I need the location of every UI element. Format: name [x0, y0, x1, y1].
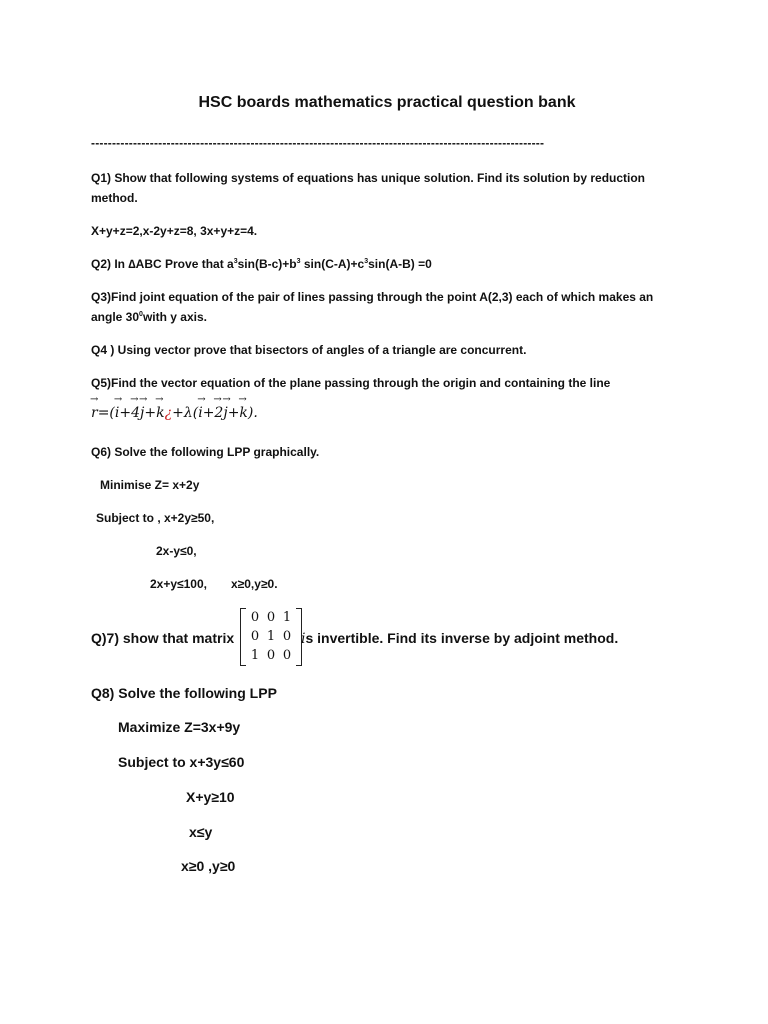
- q2-exp-a: 3: [233, 258, 238, 265]
- q2-term2: sin(C-A)+c: [300, 257, 365, 271]
- q6-constraint4: x≥0,y≥0.: [231, 577, 278, 591]
- q4-line: Q4 ) Using vector prove that bisectors of angles of a triangle are concurrent.: [91, 343, 527, 357]
- q5-four: → 4: [131, 405, 140, 421]
- q6-objective: Minimise Z= x+2y: [100, 478, 200, 492]
- q8-constraint3: x≤y: [189, 824, 213, 840]
- q2-term3: sin(A-B) =0: [368, 257, 432, 271]
- q2-exp-b: 3: [296, 258, 301, 265]
- page-title: HSC boards mathematics practical question bank: [198, 94, 576, 111]
- q6-constraint3: 2x+y≤100,: [150, 577, 207, 591]
- q2-term1: sin(B-c)+b: [237, 257, 297, 271]
- q6-constraint1: Subject to , x+2y≥50,: [96, 511, 215, 525]
- matrix-cell: 0: [250, 629, 260, 644]
- q3-degree: 0: [139, 311, 143, 318]
- q6-constraint2: 2x-y≤0,: [156, 544, 197, 558]
- q5-close: ).: [247, 405, 258, 421]
- q2-exp-c: 3: [364, 258, 369, 265]
- q3-line2-a: angle 30: [91, 310, 140, 324]
- matrix-row: [241, 646, 301, 665]
- q3-line2-b: with y axis.: [142, 310, 207, 324]
- q5-k1: → k: [156, 405, 164, 421]
- q2-prefix: Q2) In ∆ABC Prove that a: [91, 257, 234, 271]
- q7-suffix-text: s invertible. Find its inverse by adjoint method.: [305, 630, 619, 646]
- q5-i2: → i: [198, 405, 202, 421]
- q8-constraint4: x≥0 ,y≥0: [181, 858, 236, 874]
- q5-i1: → i: [115, 405, 119, 421]
- q5-j2: → j: [223, 405, 227, 421]
- q8-constraint2: X+y≥10: [186, 789, 235, 805]
- q5-lambda: +λ: [172, 405, 193, 421]
- q7-prefix: Q)7) show that matrix: [91, 630, 235, 646]
- q5-unknown-char: ¿: [164, 405, 173, 421]
- q3-line2: [91, 310, 207, 324]
- matrix-cell: 0: [282, 648, 292, 663]
- q2-line: [91, 257, 432, 271]
- matrix-cell: 0: [266, 648, 276, 663]
- q5-open: (: [192, 405, 199, 421]
- q5-plus4: +: [227, 405, 240, 421]
- matrix-cell: 1: [250, 648, 260, 663]
- q5-plus2: +: [144, 405, 157, 421]
- q5-plus3: +: [202, 405, 215, 421]
- q7-matrix: [240, 608, 302, 666]
- q5-line1: Q5)Find the vector equation of the plane passing through the origin and containing the line: [91, 376, 611, 390]
- q8-line1: Q8) Solve the following LPP: [91, 685, 277, 701]
- q3-line1: Q3)Find joint equation of the pair of lines passing through the point A(2,3) each of which makes an: [91, 290, 654, 304]
- q6-line1: Q6) Solve the following LPP graphically.: [91, 445, 320, 459]
- q5-eq: =(: [97, 405, 115, 421]
- q1-line2: method.: [91, 191, 138, 205]
- q1-equations: X+y+z=2,x-2y+z=8, 3x+y+z=4.: [91, 224, 258, 238]
- q5-k2: → k: [239, 405, 247, 421]
- matrix-row: [241, 627, 301, 646]
- q7-italic-i: i: [301, 631, 306, 647]
- q5-two: → 2: [214, 405, 223, 421]
- q5-vector-equation: [91, 405, 258, 421]
- q8-objective: Maximize Z=3x+9y: [118, 719, 241, 735]
- matrix-cell: 1: [266, 629, 276, 644]
- q8-constraint1: Subject to x+3y≤60: [118, 754, 245, 770]
- matrix-row: [241, 608, 301, 627]
- separator-rule: ------------------------------------------------------------------------------------------------------------: [91, 136, 545, 150]
- matrix-cell: 1: [282, 610, 292, 625]
- matrix-cell: 0: [282, 629, 292, 644]
- q5-plus1: +: [119, 405, 132, 421]
- q5-r-vector: → r: [91, 405, 98, 421]
- q5-j1: → j: [140, 405, 144, 421]
- matrix-cell: 0: [250, 610, 260, 625]
- matrix-cell: 0: [266, 610, 276, 625]
- q7-suffix: [301, 630, 618, 647]
- q1-line1: Q1) Show that following systems of equations has unique solution. Find its solution by reduction: [91, 171, 646, 185]
